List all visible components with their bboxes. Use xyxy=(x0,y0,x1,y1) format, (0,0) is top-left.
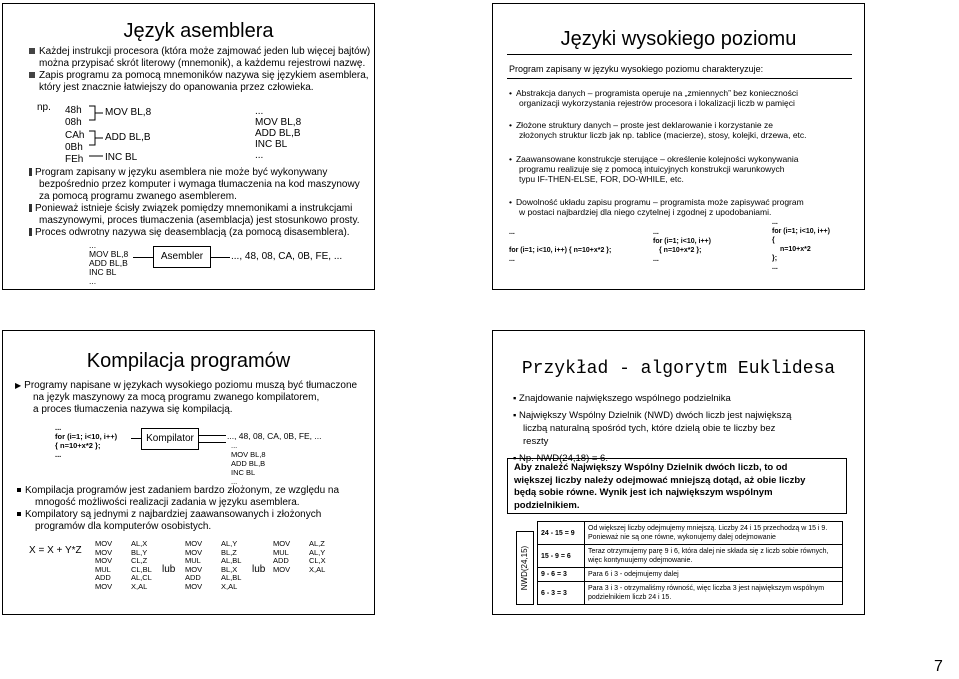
para-1-cont: za pomocą programu zwanego asemblerem. xyxy=(39,191,237,202)
code-line: ... xyxy=(89,240,97,250)
title-rule xyxy=(507,54,852,55)
code-line: INC BL xyxy=(89,267,117,277)
slide-title: Kompilacja programów xyxy=(86,350,291,372)
arrow-line xyxy=(133,257,153,258)
bar-bullet-icon xyxy=(29,168,32,176)
asm-variant-3: MOV MUL ADD MOV AL,Z AL,Y CL,X X,AL xyxy=(273,539,326,574)
square-bullet-icon xyxy=(17,512,21,516)
arrow-line xyxy=(198,442,226,443)
side-label-box xyxy=(516,531,534,605)
code-line: ... xyxy=(255,150,264,161)
page-number: 7 xyxy=(934,658,943,675)
hex-byte: CAh xyxy=(65,130,85,141)
hex-byte: 48h xyxy=(65,105,82,116)
bullet-cont: w postaci najbardziej dla niego czytelnej i zgodnej z upodobaniami. xyxy=(519,207,772,217)
para-2-cont: maszynowymi, proces tłumaczenia (asemblacja) jest stosunkowo prosty. xyxy=(39,215,360,226)
code-variant-2: ... for (i=1; i<10, i++) { n=10+x*2 }; ... xyxy=(653,229,711,263)
code-line: ... xyxy=(89,276,97,286)
square-bullet-icon xyxy=(29,72,35,78)
mnemonic: MOV BL,8 xyxy=(105,107,152,118)
code-line: ADD BL,B xyxy=(255,128,301,139)
bullet-cont: liczbą naturalną spośród tych, które dzielą obie te liczby bez xyxy=(523,423,776,434)
para-1: Program zapisany w języku asemblera nie może być wykonywany xyxy=(29,167,327,179)
bullet-1-cont: można przypisać skrót literowy (mnemonik), a każdemu rejestrowi nazwę. xyxy=(39,58,366,69)
bullet-cont: złożonych struktur liczb jak np. tablice (macierze), stosy, kolejki, drzewa, etc. xyxy=(519,130,807,140)
bullet-2: Zapis programu za pomocą mnemoników nazywa się językiem asemblera, xyxy=(29,70,369,82)
arrow-line xyxy=(210,257,230,258)
asm-variant-1: MOV MOV MOV MUL ADD MOV AL,X BL,Y CL,Z CL,BL AL,CL X,AL xyxy=(95,539,152,591)
table-row: 24 - 15 = 9 Od większej liczby odejmujemy mniejszą. Liczby 24 i 15 przechodzą w 15 i 9. Ponieważ nie są one równe, wykonujemy dalej odejmowanie xyxy=(538,522,843,545)
asm-output: ... MOV BL,8 ADD BL,B INC BL ... xyxy=(231,441,266,486)
slide-title: Przykład - algorytm Euklidesa xyxy=(521,359,836,379)
intro-text: Program zapisany w języku wysokiego poziomu charakteryzuje: xyxy=(509,64,764,74)
bullet-structures: • Złożone struktury danych – proste jest deklarowanie i korzystanie ze xyxy=(509,120,773,130)
np-label: np. xyxy=(37,102,51,113)
assembler-box: Asembler xyxy=(153,246,211,268)
euclid-bullets xyxy=(513,392,791,465)
bar-bullet-icon xyxy=(29,204,32,212)
hex-byte: 0Bh xyxy=(65,142,83,153)
slide-title: Język asemblera xyxy=(123,20,274,42)
bullet-3: ▪ Np. NWD(24,18) = 6. xyxy=(513,453,608,464)
bullet-2: Kompilatory są jednymi z najbardziej zaawansowanych i złożonych xyxy=(17,509,321,521)
machine-code-output: ..., 48, 08, CA, 0B, FE, ... xyxy=(227,431,322,441)
algorithm-box: Aby znaleźć Największy Wspólny Dzielnik dwóch liczb, to od większej liczby należy odejmować mniejszą dotąd, aż obie liczby będą sobie równe. Wynik jest ich największym wspólnym podzielnikiem. xyxy=(507,458,847,514)
mnemonic: ADD BL,B xyxy=(105,132,151,143)
intro-line: ▶ Programy napisane w językach wysokiego poziomu muszą być tłumaczone xyxy=(15,380,358,391)
slide-compilation xyxy=(2,330,375,615)
hex-byte: FEh xyxy=(65,154,84,165)
compiler-box: Kompilator xyxy=(141,428,199,450)
code-line: ... xyxy=(255,106,264,117)
section-rule xyxy=(507,78,852,79)
or-label: lub xyxy=(162,564,176,575)
bullet-1: Każdej instrukcji procesora (która może zajmować jeden lub więcej bajtów) xyxy=(29,46,370,58)
bullet-freedom: • Dowolność układu zapisu programu – programista może zapisywać program xyxy=(509,197,804,207)
slide-assembly xyxy=(2,3,375,290)
code-line: MOV BL,8 xyxy=(255,117,302,128)
formula: X = X + Y*Z xyxy=(29,545,82,556)
slide-high-level xyxy=(492,3,865,290)
intro-cont: na język maszynowy za mocą programu zwanego kompilatorem, xyxy=(33,392,320,403)
mnemonic: INC BL xyxy=(105,152,138,163)
slide-title: Języki wysokiego poziomu xyxy=(560,28,797,50)
code-variant-1: ... for (i=1; i<10, i++) { n=10+x*2 }; ... xyxy=(509,229,612,263)
bullet-1: ▪ Znajdowanie największego wspólnego podzielnika xyxy=(513,393,731,404)
bullet-cont: organizacji wykorzystania rejestrów procesora i lokalizacji liczb w pamięci xyxy=(519,98,795,108)
bullet-2: ▪ Największy Wspólny Dzielnik (NWD) dwóch liczb jest największą xyxy=(513,410,792,421)
bullet-cont: mnogość możliwości realizacji zadania w języku asemblera. xyxy=(35,497,300,508)
code-line: INC BL xyxy=(255,139,288,150)
bullet-cont: programów dla komputerów osobistych. xyxy=(35,521,212,532)
arrow-line xyxy=(131,438,141,439)
code-line: ADD BL,B xyxy=(89,258,128,268)
source-code: ... for (i=1; i<10, i++) { n=10+x*2 }; ... xyxy=(55,423,118,459)
bullet-abstraction: • Abstrakcja danych – programista operuje na „zmiennych” bez konieczności xyxy=(509,88,799,98)
para-3: Proces odwrotny nazywa się deasemblacją (za pomocą disasemblera). xyxy=(29,227,350,239)
code-line: MOV BL,8 xyxy=(89,249,129,259)
hex-byte: 08h xyxy=(65,117,82,128)
table-row: 6 - 3 = 3 Para 3 i 3 - otrzymaliśmy równość, więc liczba 3 jest największym wspólnym podzielnikiem liczb 24 i 15. xyxy=(538,582,843,605)
bullet-cont: reszty xyxy=(523,436,549,447)
intro-cont: a proces tłumaczenia nazywa się kompilacją. xyxy=(33,404,233,415)
table-row: 15 - 9 = 6 Teraz otrzymujemy parę 9 i 6, która dalej nie składa się z liczb sobie równych, więc kontynuujemy odejmowanie. xyxy=(538,545,843,568)
para-1-cont: bezpośrednio przez komputer i wymaga tłumaczenia na kod maszynowy xyxy=(39,179,360,190)
arrow-line xyxy=(198,435,226,436)
asm-variant-2: MOV MOV MUL MOV ADD MOV AL,Y BL,Z AL,BL BL,X AL,BL X,AL xyxy=(185,539,242,591)
slide-euclid xyxy=(492,330,865,615)
side-label: NWD(24,15) xyxy=(520,545,529,591)
bullet-control: • Zaawansowane konstrukcje sterujące – określenie kolejności wykonywania xyxy=(509,154,799,164)
square-bullet-icon xyxy=(29,48,35,54)
bullet-2-cont: który jest znacznie łatwiejszy do opanowania przez człowieka. xyxy=(39,82,314,93)
bracket-connectors xyxy=(87,104,107,166)
bullet-cont: typu IF-THEN-ELSE, FOR, DO-WHILE, etc. xyxy=(519,174,684,184)
bullet-1: Kompilacja programów jest zadaniem bardzo złożonym, ze względu na xyxy=(17,485,339,497)
code-variant-3: ... for (i=1; i<10, i++) { n=10+x*2 }; ... xyxy=(772,219,830,271)
para-2: Ponieważ istnieje ścisły związek pomiędzy mnemonikami a instrukcjami xyxy=(29,203,352,215)
table-row: 9 - 6 = 3 Para 6 i 3 - odejmujemy dalej xyxy=(538,568,843,582)
or-label: lub xyxy=(252,564,266,575)
euclid-table xyxy=(537,521,843,605)
bullet-cont: programu realizuje się z pomocą intuicyjnych konstrukcji warunkowych xyxy=(519,164,785,174)
bar-bullet-icon xyxy=(29,228,32,236)
machine-code-output: ..., 48, 08, CA, 0B, FE, ... xyxy=(231,251,343,262)
square-bullet-icon xyxy=(17,488,21,492)
